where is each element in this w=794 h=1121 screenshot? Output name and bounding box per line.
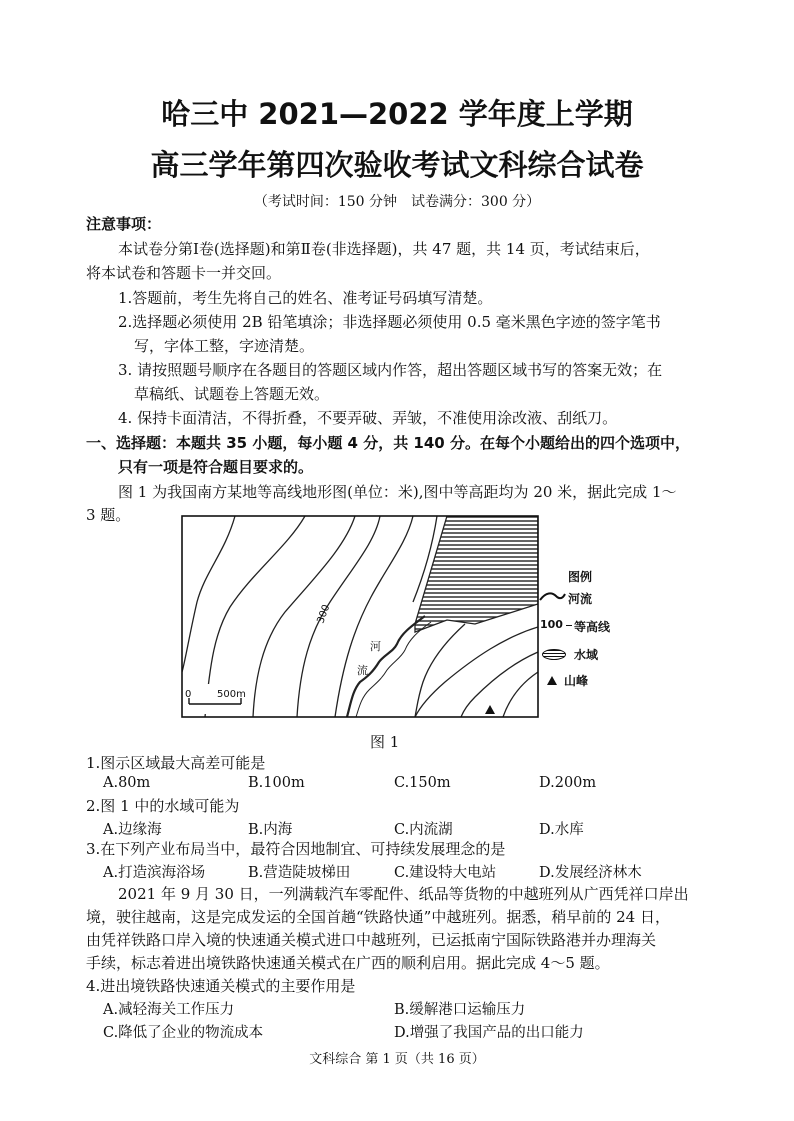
legend-contour-dash <box>566 625 572 626</box>
legend-water-label: 水域 <box>574 648 599 662</box>
question-1-option-a: A.80m <box>103 775 151 791</box>
passage-line-4: 手续，标志着进出境铁路快速通关模式在广西的顺利启用。据此完成 4～5 题。 <box>86 954 610 972</box>
legend <box>538 568 638 698</box>
section1-heading-line1: 一、选择题：本题共 35 小题，每小题 4 分，共 140 分。在每个小题给出的四个选项中， <box>86 434 690 452</box>
notice-item-3b: 草稿纸、试题卷上答题无效。 <box>134 385 330 403</box>
notice-item-4: 4. 保持卡面清洁，不得折叠，不要弄破、弄皱，不准使用涂改液、刮纸刀。 <box>118 409 618 427</box>
question-4-option-a: A.减轻海关工作压力 <box>103 1002 235 1018</box>
passage-line-2: 境，驶往越南，这是完成发运的全国首趟“铁路快通”中越班列。据悉，稍早前的 24 日， <box>86 908 670 926</box>
notice-item-1: 1.答题前，考生先将自己的姓名、准考证号码填写清楚。 <box>118 289 493 307</box>
contour-label-300: 300 <box>315 603 333 626</box>
exam-info: （考试时间：150 分钟 试卷满分：300 分） <box>253 194 541 210</box>
question-2-option-a: A.边缘海 <box>103 822 162 838</box>
question-1-option-d: D.200m <box>539 775 597 791</box>
notice-item-2b: 写，字体工整，字迹清楚。 <box>134 337 315 355</box>
notice-item-3a: 3. 请按照题号顺序在各题目的答题区域内作答，超出答题区域书写的答案无效；在 <box>118 361 663 379</box>
legend-river-label: 河流 <box>568 592 593 606</box>
question-1-option-c: C.150m <box>394 775 451 791</box>
contour-line-10 <box>415 624 465 717</box>
river-label-1: 河 <box>370 640 381 653</box>
page-footer: 文科综合 第 1 页（共 16 页） <box>309 1052 485 1067</box>
question-4-stem: 4.进出境铁路快速通关模式的主要作用是 <box>86 977 356 995</box>
river-label-2: 流 <box>357 664 368 677</box>
question-3-option-c: C.建设特大电站 <box>394 865 497 881</box>
peak-marker-icon <box>485 705 495 714</box>
notice-heading: 注意事项： <box>86 215 162 233</box>
legend-contour-value: 100 <box>540 618 563 631</box>
figure-caption: 图 1 <box>370 733 400 751</box>
scale-end: 500m <box>217 689 246 700</box>
legend-river-icon <box>538 590 566 604</box>
question-2-stem: 2.图 1 中的水域可能为 <box>86 797 240 815</box>
contour-line-1 <box>182 516 235 672</box>
contour-line-7 <box>415 627 538 717</box>
question-4-option-b: B.缓解港口运输压力 <box>394 1002 526 1018</box>
legend-water-icon <box>542 649 566 660</box>
notice-item-2a: 2.选择题必须使用 2B 铅笔填涂；非选择题必须使用 0.5 毫米黑色字迹的签字笔书 <box>118 313 661 331</box>
question-2-option-c: C.内流湖 <box>394 822 453 838</box>
contour-line-4 <box>297 516 380 717</box>
question-3-option-a: A.打造滨海浴场 <box>103 865 206 881</box>
contour-line-8 <box>461 652 538 717</box>
notice-intro-line1: 本试卷分第Ⅰ卷(选择题)和第Ⅱ卷(非选择题)，共 47 题，共 14 页，考试结束后， <box>118 240 650 258</box>
section1-heading-line2: 只有一项是符合题目要求的。 <box>118 458 314 476</box>
section1-intro-line2: 3 题。 <box>86 506 131 524</box>
question-4-option-d: D.增强了我国产品的出口能力 <box>394 1025 584 1041</box>
question-2-option-d: D.水库 <box>539 822 584 838</box>
legend-peak-icon <box>546 674 558 686</box>
question-3-option-d: D.发展经济林木 <box>539 865 642 881</box>
passage-line-3: 由凭祥铁路口岸入境的快速通关模式进口中越班列，已运抵南宁国际铁路港并办理海关 <box>86 931 657 949</box>
legend-title: 图例 <box>568 570 593 584</box>
contour-line-9 <box>503 672 538 717</box>
legend-contour-label: 等高线 <box>574 620 611 634</box>
passage-line-1: 2021 年 9 月 30 日，一列满载汽车零配件、纸品等货物的中越班列从广西凭祥口岸出 <box>118 885 689 903</box>
question-2-option-b: B.内海 <box>248 822 293 838</box>
scale-start: 0 <box>185 689 192 700</box>
page-title-line2: 高三学年第四次验收考试文科综合试卷 <box>150 148 644 182</box>
question-3-option-b: B.营造陡坡梯田 <box>248 865 351 881</box>
question-4-option-c: C.降低了企业的物流成本 <box>103 1025 264 1041</box>
question-1-stem: 1.图示区域最大高差可能是 <box>86 754 266 772</box>
section1-intro-line1: 图 1 为我国南方某地等高线地形图(单位：米),图中等高距均为 20 米，据此完成 1～ <box>118 483 677 501</box>
question-1-option-b: B.100m <box>248 775 305 791</box>
legend-peak-label: 山峰 <box>564 674 589 688</box>
contour-line-5 <box>335 516 413 717</box>
page-title-line1: 哈三中 2021—2022 学年度上学期 <box>161 97 633 131</box>
notice-intro-line2: 将本试卷和答题卡一并交回。 <box>86 264 282 282</box>
question-3-stem: 3.在下列产业布局当中，最符合因地制宜、可持续发展理念的是 <box>86 840 506 858</box>
